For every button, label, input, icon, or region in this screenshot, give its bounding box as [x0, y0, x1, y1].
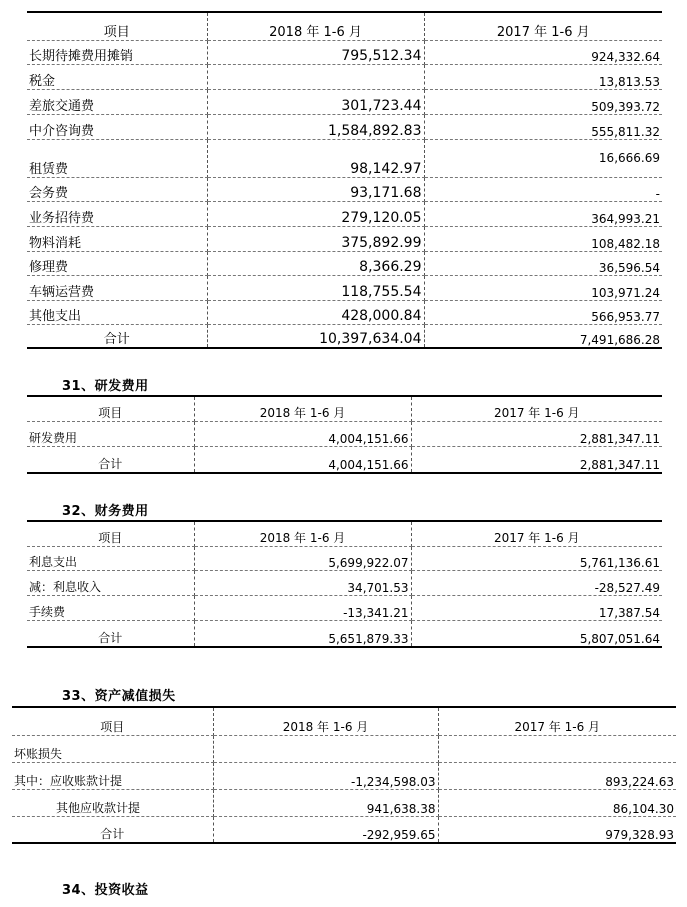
section-32-title: 32、财务费用: [62, 504, 149, 519]
total-2017: 2,881,347.11: [579, 458, 660, 472]
row-item: 利息支出: [27, 546, 194, 570]
table-header-row: [27, 12, 662, 40]
expenses-table: [27, 11, 662, 349]
row-item: 物料消耗: [27, 226, 207, 251]
table-row: [12, 735, 676, 762]
row-item: 中介咨询费: [27, 114, 207, 139]
row-2017: 103,971.24: [424, 275, 662, 300]
header-2017: 2017 年 1-6 月: [411, 396, 662, 421]
section-33-title: 33、资产减值损失: [62, 689, 176, 704]
total-row: [27, 620, 662, 647]
row-item: 会务费: [27, 177, 207, 201]
row-2017: -28,527.49: [411, 570, 662, 595]
expenses-table-section: [27, 11, 662, 349]
row-2018: [207, 64, 424, 89]
total-label: 合计: [12, 816, 213, 843]
total-2018: -292,959.65: [213, 816, 438, 843]
row-2018: 301,723.44: [207, 89, 424, 114]
header-2017: 2017 年 1-6 月: [438, 707, 676, 735]
header-2018: 2018 年 1-6 月: [207, 12, 424, 40]
row-2017: 5,761,136.61: [411, 546, 662, 570]
row-2017: 13,813.53: [424, 64, 662, 89]
section-31-title: 31、研发费用: [62, 379, 149, 394]
row-2017: 17,387.54: [411, 595, 662, 620]
table-header-row: [27, 521, 662, 546]
row-2017: 364,993.21: [424, 201, 662, 226]
table-row: [27, 546, 662, 570]
section-34-title: 34、投资收益: [62, 883, 149, 898]
row-2018: [213, 735, 438, 762]
row-item: 长期待摊费用摊销: [27, 40, 207, 64]
row-item: 研发费用: [27, 421, 194, 446]
table-row: [27, 177, 662, 201]
row-2017: 108,482.18: [424, 226, 662, 251]
row-2018: 4,004,151.66: [194, 421, 411, 446]
row-2018: 795,512.34: [207, 40, 424, 64]
row-2017: 509,393.72: [424, 89, 662, 114]
row-2018: 941,638.38: [213, 789, 438, 816]
row-2017: 2,881,347.11: [411, 421, 662, 446]
row-2018: 98,142.97: [207, 139, 424, 177]
table-row: [27, 89, 662, 114]
header-item: 项目: [12, 707, 213, 735]
total-2018: 10,397,634.04: [207, 324, 424, 348]
row-item: 业务招待费: [27, 201, 207, 226]
row-2017: 566,953.77: [424, 300, 662, 324]
table-row: [27, 300, 662, 324]
row-2018: 93,171.68: [207, 177, 424, 201]
finance-table: [27, 520, 662, 648]
row-2018: 5,699,922.07: [194, 546, 411, 570]
table-row: [27, 275, 662, 300]
row-item: 其他应收款计提: [12, 789, 213, 816]
header-2017: 2017 年 1-6 月: [424, 12, 662, 40]
table-row: [12, 789, 676, 816]
table-row: [27, 201, 662, 226]
total-label: 合计: [27, 324, 207, 348]
total-row: [27, 324, 662, 348]
header-item: 项目: [27, 12, 207, 40]
table-row: [27, 139, 662, 177]
row-2017: -: [424, 177, 662, 201]
header-2018: 2018 年 1-6 月: [194, 521, 411, 546]
row-2017: 86,104.30: [438, 789, 676, 816]
row-2017: [438, 735, 676, 762]
row-2018: 8,366.29: [207, 251, 424, 275]
total-row: [27, 446, 662, 473]
row-2018: 279,120.05: [207, 201, 424, 226]
impairment-table-section: [12, 706, 676, 844]
table-row: [27, 570, 662, 595]
table-row: [27, 251, 662, 275]
table-row: [27, 421, 662, 446]
total-2017: 979,328.93: [605, 828, 674, 842]
row-item: 手续费: [27, 595, 194, 620]
total-label: 合计: [27, 446, 194, 473]
row-2018: -13,341.21: [194, 595, 411, 620]
table-row: [27, 595, 662, 620]
table-row: [27, 114, 662, 139]
impairment-table: [12, 706, 676, 844]
row-item: 坏账损失: [12, 735, 213, 762]
row-item: 其中：应收账款计提: [12, 762, 213, 789]
row-item: 其他支出: [27, 300, 207, 324]
row-2018: 34,701.53: [194, 570, 411, 595]
total-2017: 7,491,686.28: [579, 333, 660, 347]
row-item: 减：利息收入: [27, 570, 194, 595]
table-row: [27, 64, 662, 89]
row-2017: 16,666.69: [424, 139, 662, 177]
total-2018: 5,651,879.33: [194, 620, 411, 647]
row-item: 车辆运营费: [27, 275, 207, 300]
row-item: 税金: [27, 64, 207, 89]
finance-table-section: [27, 520, 662, 648]
row-2018: -1,234,598.03: [213, 762, 438, 789]
row-2017: 555,811.32: [424, 114, 662, 139]
table-header-row: [12, 707, 676, 735]
row-2018: 118,755.54: [207, 275, 424, 300]
row-item: 差旅交通费: [27, 89, 207, 114]
header-item: 项目: [27, 521, 194, 546]
total-2017: 5,807,051.64: [579, 632, 660, 646]
row-2017: 36,596.54: [424, 251, 662, 275]
row-2018: 1,584,892.83: [207, 114, 424, 139]
total-2018: 4,004,151.66: [194, 446, 411, 473]
total-label: 合计: [27, 620, 194, 647]
row-2018: 428,000.84: [207, 300, 424, 324]
table-row: [12, 762, 676, 789]
header-item: 项目: [27, 396, 194, 421]
header-2018: 2018 年 1-6 月: [194, 396, 411, 421]
header-2018: 2018 年 1-6 月: [213, 707, 438, 735]
table-row: [27, 40, 662, 64]
row-2017: 893,224.63: [438, 762, 676, 789]
total-row: [12, 816, 676, 843]
row-item: 租赁费: [27, 139, 207, 177]
table-row: [27, 226, 662, 251]
rd-table: [27, 395, 662, 474]
row-2018: 375,892.99: [207, 226, 424, 251]
row-item: 修理费: [27, 251, 207, 275]
row-2017: 924,332.64: [424, 40, 662, 64]
table-header-row: [27, 396, 662, 421]
header-2017: 2017 年 1-6 月: [411, 521, 662, 546]
rd-table-section: [27, 395, 662, 474]
